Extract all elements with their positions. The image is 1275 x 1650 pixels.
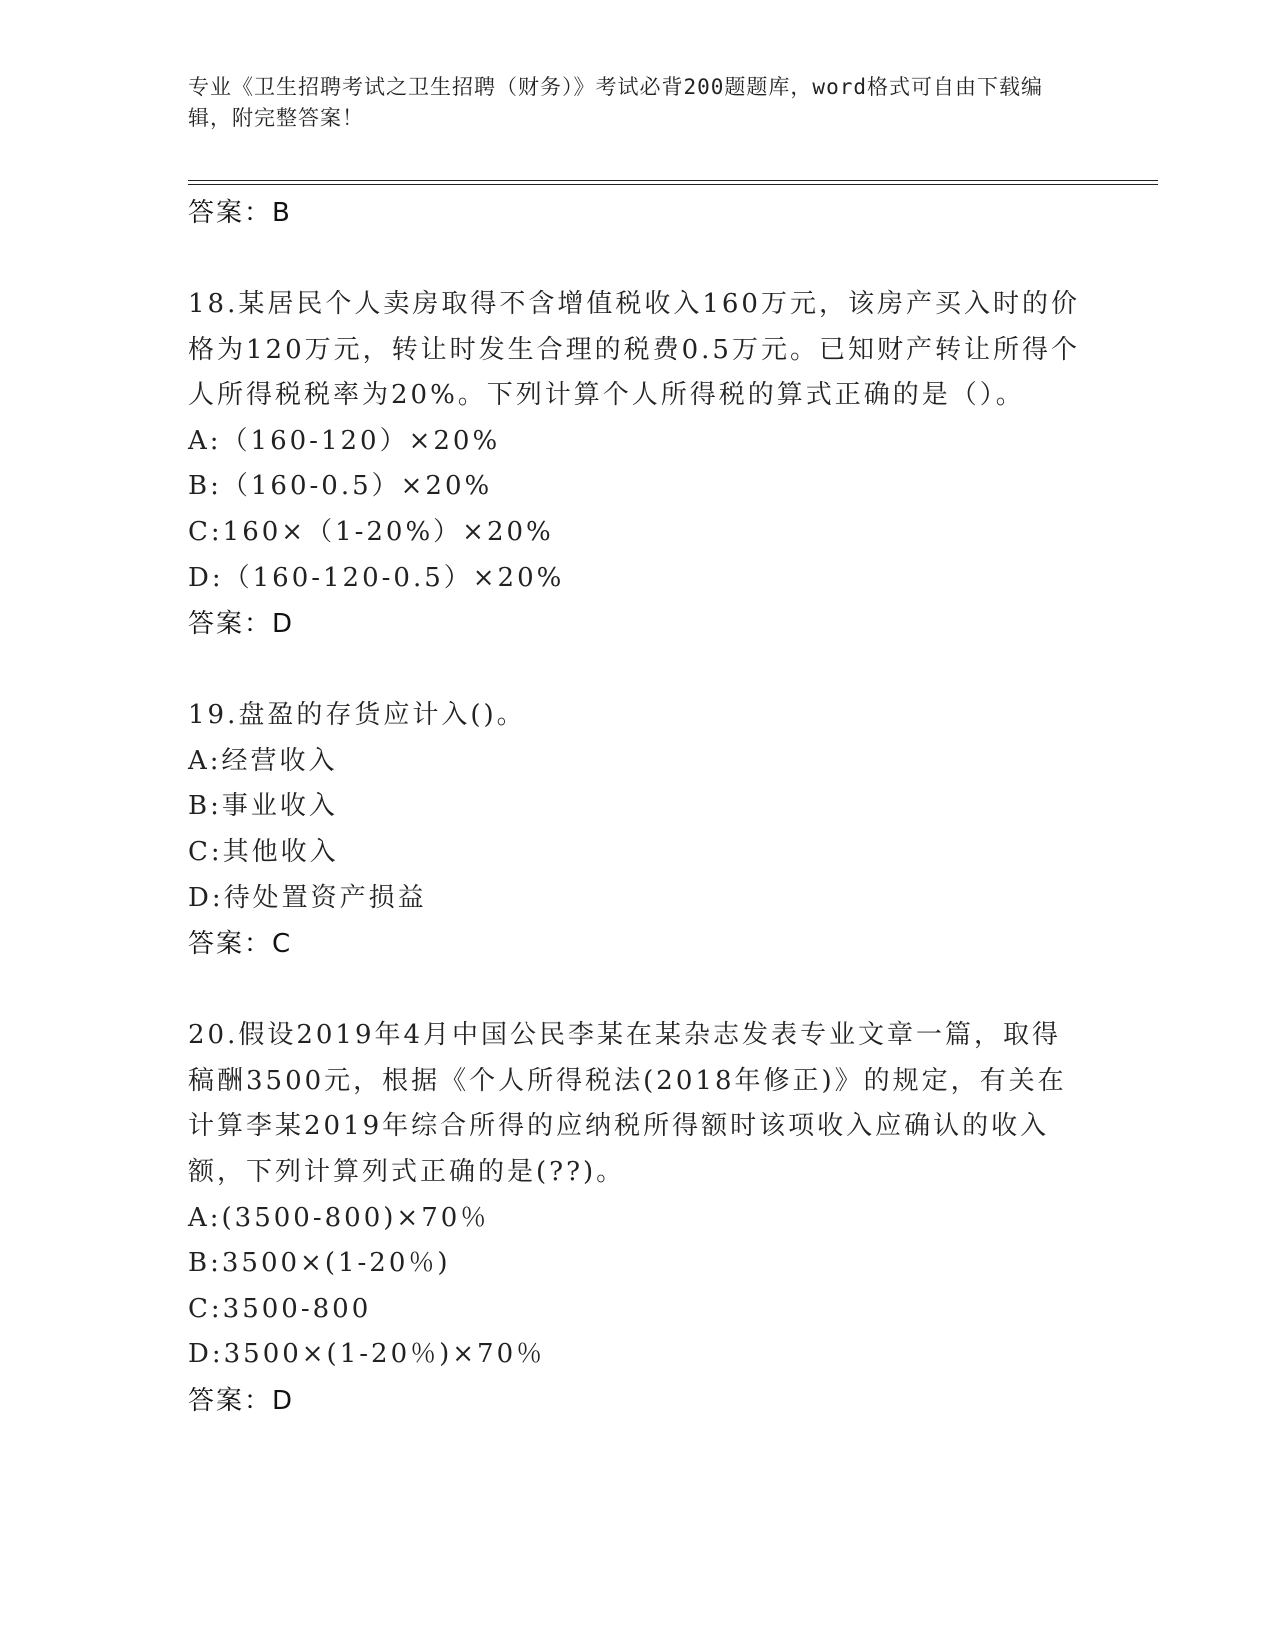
question-list (188, 190, 1088, 1470)
option-a: A:(3500-800)×70％ (188, 1202, 490, 1233)
question-stem: 19.盘盈的存货应计入()。 (188, 700, 526, 731)
option-b: B:（160-0.5）×20% (188, 471, 493, 502)
option-c: C:其他收入 (188, 836, 339, 867)
option-d: D:待处置资产损益 (188, 882, 427, 913)
question-19 (188, 693, 1088, 967)
option-a: A:经营收入 (188, 745, 338, 776)
question-20 (188, 1013, 1088, 1424)
question-18 (188, 282, 1088, 647)
option-d: D:（160-120-0.5）×20% (188, 562, 565, 593)
document-header: 专业《卫生招聘考试之卫生招聘（财务）》考试必背200题题库，word格式可自由下载编辑，附完整答案！ (188, 75, 1043, 130)
option-c: C:3500-800 (188, 1293, 372, 1324)
previous-answer: 答案：B (188, 198, 292, 228)
answer-line: 答案：D (188, 609, 295, 640)
option-c: C:160×（1-20%）×20% (188, 516, 554, 547)
question-stem: 18.某居民个人卖房取得不含增值税收入160万元，该房产买入时的价格为120万元，转让时发生合理的税费0.5万元。已知财产转让所得个人所得税税率为20%。下列计算个人所得税的算式正确的是（）。 (188, 289, 1080, 411)
option-d: D:3500×(1-20％)×70％ (188, 1339, 546, 1370)
answer-line: 答案：D (188, 1385, 295, 1416)
question-stem: 20.假设2019年4月中国公民李某在某杂志发表专业文章一篇，取得稿酬3500元，根据《个人所得税法(2018年修正)》的规定，有关在计算李某2019年综合所得的应纳税所得额时该项收入应确认的收入额，下列计算列式正确的是(??)。 (188, 1020, 1067, 1187)
header-rule-bottom (188, 184, 1158, 185)
option-a: A:（160-120）×20% (188, 425, 501, 456)
header-rule-top (188, 180, 1158, 181)
option-b: B:事业收入 (188, 791, 338, 822)
option-b: B:3500×(1-20％) (188, 1248, 451, 1279)
answer-line: 答案：C (188, 929, 293, 960)
